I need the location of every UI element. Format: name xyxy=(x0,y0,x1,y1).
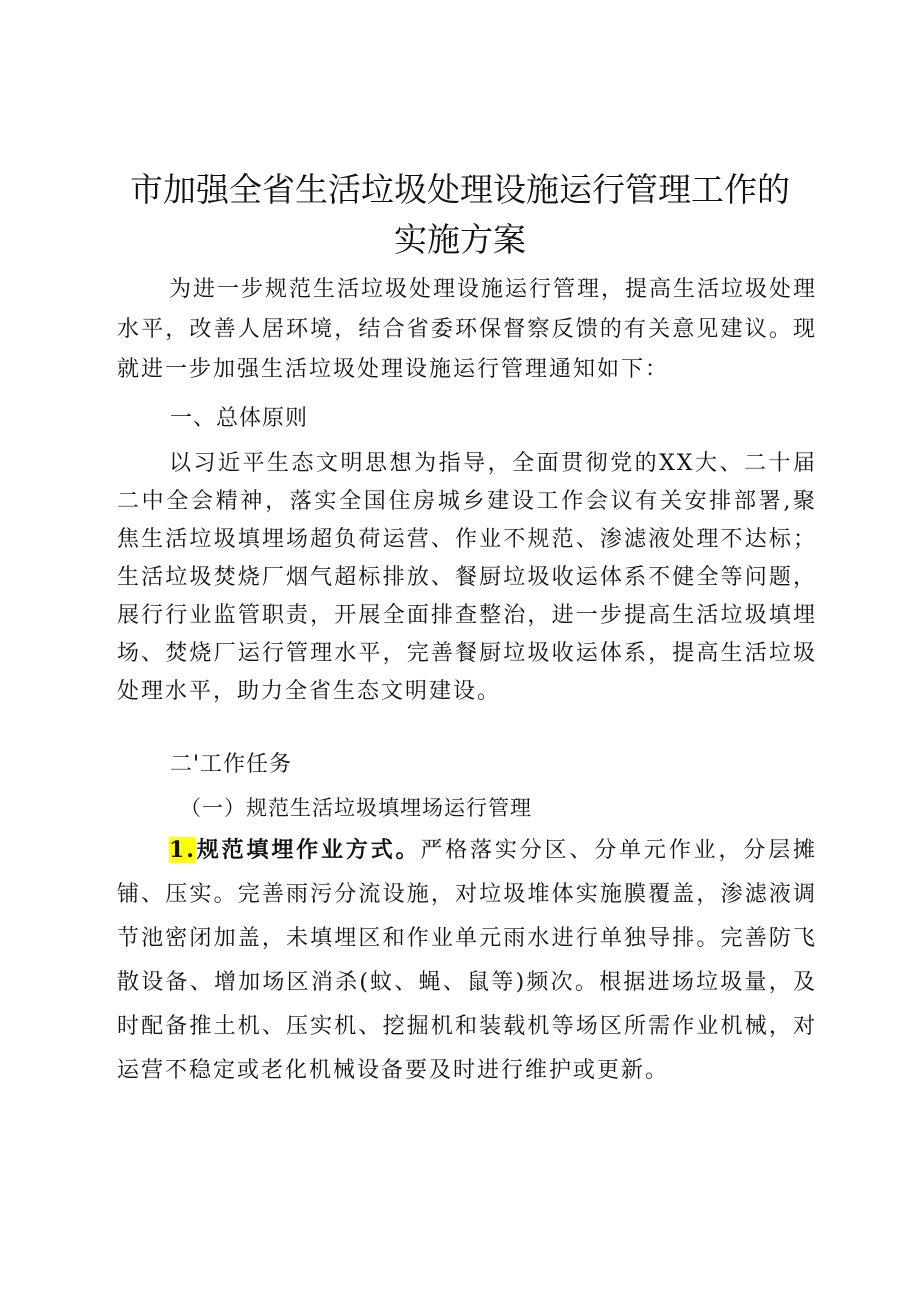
item-title: 规范填埋作业方式。 xyxy=(195,837,421,863)
section-heading-tasks: 二'工作任务 xyxy=(170,752,293,777)
intro-paragraph: 为进一步规范生活垃圾处理设施运行管理，提高生活垃圾处理水平，改善人居环境，结合省委环保督察反馈的有关意见建议。现就进一步加强生活垃圾处理设施运行管理通知如下： xyxy=(117,277,818,382)
document-title-line1: 市加强全省生活垃圾处理设施运行管理工作的 xyxy=(130,170,790,209)
item-text: 严格落实分区、分单元作业，分层摊铺、压实。完善雨污分流设施，对垃圾堆体实施膜覆盖，渗滤液调节池密闭加盖，未填埋区和作业单元雨水进行单独导排。完善防飞散设备、增加场区消杀(蚊、蝇、鼠等)频次。根据进场垃圾量，及时配备推土机、压实机、挖掘机和装载机等场区所需作业机械，对运营不稳定或老化机械设备要及时进行维护或更新。 xyxy=(117,838,817,1083)
section-heading-principles: 一、总体原则 xyxy=(170,406,309,431)
task-item-1-paragraph xyxy=(117,828,817,1093)
subsection-heading-landfill: （一）规范生活垃圾填埋场运行管理 xyxy=(180,796,532,820)
principles-paragraph: 以习近平生态文明思想为指导，全面贯彻党的XX大、二十届二中全会精神，落实全国住房城乡建设工作会议有关安排部署,聚焦生活垃圾填埋场超负荷运营、作业不规范、渗滤液处理不达标；生活垃圾焚烧厂烟气超标排放、餐厨垃圾收运体系不健全等问题，展行行业监管职责，开展全面排查整治，进一步提高生活垃圾填埋场、焚烧厂运行管理水平，完善餐厨垃圾收运体系，提高生活垃圾处理水平，助力全省生态文明建设。 xyxy=(117,451,817,704)
document-title-line2: 实施方案 xyxy=(394,220,526,259)
item-number-highlight: 1. xyxy=(169,837,196,863)
